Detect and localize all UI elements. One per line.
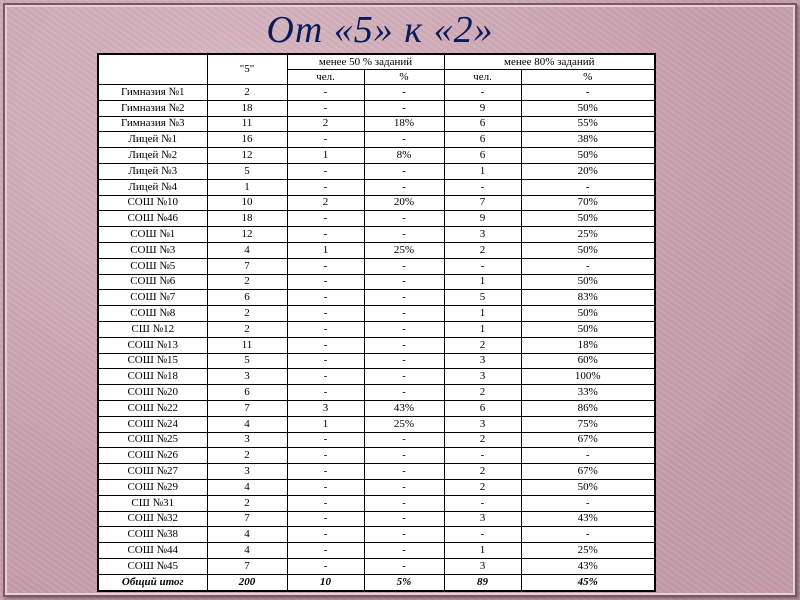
five-count-cell: 6 <box>207 385 287 401</box>
under80-people-cell: 1 <box>444 543 521 559</box>
five-count-cell: 12 <box>207 227 287 243</box>
total-row <box>98 574 655 590</box>
under50-people-cell: - <box>287 306 364 322</box>
under80-people-cell: - <box>444 527 521 543</box>
under80-percent-cell: 100% <box>521 369 655 385</box>
header-group-50: менее 50 % заданий <box>287 54 444 70</box>
table-row <box>98 400 655 416</box>
header-pct-50: % <box>364 70 444 85</box>
under80-percent-cell: 67% <box>521 432 655 448</box>
school-name-cell: СОШ №10 <box>98 195 207 211</box>
table-row <box>98 321 655 337</box>
five-count-cell: 4 <box>207 416 287 432</box>
table-row <box>98 274 655 290</box>
school-name-cell: СОШ №27 <box>98 464 207 480</box>
five-count-cell: 11 <box>207 116 287 132</box>
under80-people-cell: 9 <box>444 100 521 116</box>
under80-percent-cell: - <box>521 527 655 543</box>
under80-percent-cell: 50% <box>521 242 655 258</box>
under50-percent-cell: - <box>364 369 444 385</box>
school-name-cell: Гимназия №3 <box>98 116 207 132</box>
five-count-cell: 12 <box>207 148 287 164</box>
under50-percent-cell: - <box>364 495 444 511</box>
five-count-cell: 2 <box>207 274 287 290</box>
under80-percent-cell: - <box>521 85 655 101</box>
table-row <box>98 416 655 432</box>
five-count-cell: 3 <box>207 464 287 480</box>
under50-people-cell: 1 <box>287 148 364 164</box>
five-count-cell: 7 <box>207 400 287 416</box>
under50-people-cell: - <box>287 274 364 290</box>
table-row <box>98 227 655 243</box>
table-row <box>98 479 655 495</box>
under50-people-cell: - <box>287 211 364 227</box>
table-row <box>98 527 655 543</box>
total-under80-percent-cell: 45% <box>521 574 655 590</box>
under80-percent-cell: 83% <box>521 290 655 306</box>
under50-percent-cell: - <box>364 558 444 574</box>
under80-percent-cell: - <box>521 495 655 511</box>
school-name-cell: СОШ №1 <box>98 227 207 243</box>
under50-percent-cell: - <box>364 100 444 116</box>
under50-percent-cell: - <box>364 321 444 337</box>
total-under50-percent-cell: 5% <box>364 574 444 590</box>
under80-percent-cell: 33% <box>521 385 655 401</box>
under80-people-cell: 2 <box>444 464 521 480</box>
total-school-name-cell: Общий итог <box>98 574 207 590</box>
five-count-cell: 1 <box>207 179 287 195</box>
under80-percent-cell: 50% <box>521 100 655 116</box>
five-count-cell: 2 <box>207 495 287 511</box>
under80-people-cell: 2 <box>444 385 521 401</box>
school-name-cell: СОШ №8 <box>98 306 207 322</box>
under80-percent-cell: 20% <box>521 163 655 179</box>
under80-percent-cell: 86% <box>521 400 655 416</box>
five-count-cell: 7 <box>207 511 287 527</box>
under50-percent-cell: 25% <box>364 242 444 258</box>
five-count-cell: 3 <box>207 432 287 448</box>
table-row <box>98 385 655 401</box>
under80-people-cell: 6 <box>444 400 521 416</box>
under50-people-cell: - <box>287 227 364 243</box>
under80-people-cell: 3 <box>444 227 521 243</box>
results-table <box>97 53 656 592</box>
school-name-cell: СОШ №22 <box>98 400 207 416</box>
school-name-cell: СОШ №45 <box>98 558 207 574</box>
table-row <box>98 290 655 306</box>
header-empty-cell <box>98 54 207 85</box>
under50-people-cell: 1 <box>287 416 364 432</box>
table-row <box>98 211 655 227</box>
under50-people-cell: - <box>287 369 364 385</box>
five-count-cell: 4 <box>207 527 287 543</box>
header-pct-80: % <box>521 70 655 85</box>
under80-people-cell: 1 <box>444 306 521 322</box>
under50-people-cell: - <box>287 385 364 401</box>
under50-percent-cell: - <box>364 179 444 195</box>
under50-percent-cell: - <box>364 163 444 179</box>
five-count-cell: 16 <box>207 132 287 148</box>
under80-people-cell: 9 <box>444 211 521 227</box>
school-name-cell: Лицей №3 <box>98 163 207 179</box>
under50-people-cell: - <box>287 479 364 495</box>
table-row <box>98 337 655 353</box>
under80-people-cell: 3 <box>444 511 521 527</box>
five-count-cell: 5 <box>207 163 287 179</box>
under50-percent-cell: 18% <box>364 116 444 132</box>
school-name-cell: СОШ №38 <box>98 527 207 543</box>
under50-people-cell: - <box>287 353 364 369</box>
under80-percent-cell: 60% <box>521 353 655 369</box>
school-name-cell: Гимназия №1 <box>98 85 207 101</box>
under80-people-cell: - <box>444 448 521 464</box>
under80-people-cell: 2 <box>444 432 521 448</box>
under80-people-cell: 3 <box>444 353 521 369</box>
under50-percent-cell: - <box>364 337 444 353</box>
under50-people-cell: - <box>287 100 364 116</box>
table-row <box>98 558 655 574</box>
school-name-cell: Лицей №2 <box>98 148 207 164</box>
under80-people-cell: 7 <box>444 195 521 211</box>
under80-people-cell: - <box>444 258 521 274</box>
five-count-cell: 11 <box>207 337 287 353</box>
under80-people-cell: 1 <box>444 163 521 179</box>
table-row <box>98 242 655 258</box>
under50-people-cell: - <box>287 179 364 195</box>
five-count-cell: 5 <box>207 353 287 369</box>
table-row <box>98 543 655 559</box>
school-name-cell: СОШ №3 <box>98 242 207 258</box>
table-row <box>98 179 655 195</box>
under50-percent-cell: 20% <box>364 195 444 211</box>
school-name-cell: СОШ №20 <box>98 385 207 401</box>
under80-people-cell: 2 <box>444 337 521 353</box>
table-row <box>98 85 655 101</box>
table-row <box>98 148 655 164</box>
table-row <box>98 195 655 211</box>
under80-percent-cell: - <box>521 258 655 274</box>
slide-title: От «5» к «2» <box>266 9 494 51</box>
under80-percent-cell: 67% <box>521 464 655 480</box>
five-count-cell: 3 <box>207 369 287 385</box>
under50-people-cell: - <box>287 337 364 353</box>
under80-percent-cell: 50% <box>521 306 655 322</box>
under80-people-cell: 2 <box>444 242 521 258</box>
under50-people-cell: - <box>287 432 364 448</box>
under80-percent-cell: 18% <box>521 337 655 353</box>
table-row <box>98 163 655 179</box>
under50-people-cell: - <box>287 527 364 543</box>
under80-people-cell: 3 <box>444 369 521 385</box>
under80-percent-cell: 55% <box>521 116 655 132</box>
five-count-cell: 2 <box>207 321 287 337</box>
five-count-cell: 6 <box>207 290 287 306</box>
under80-percent-cell: 50% <box>521 321 655 337</box>
school-name-cell: СОШ №13 <box>98 337 207 353</box>
under50-percent-cell: - <box>364 432 444 448</box>
under50-people-cell: - <box>287 85 364 101</box>
table-row <box>98 464 655 480</box>
school-name-cell: СОШ №24 <box>98 416 207 432</box>
under80-percent-cell: 43% <box>521 558 655 574</box>
under50-people-cell: - <box>287 558 364 574</box>
under50-people-cell: - <box>287 464 364 480</box>
under80-people-cell: 6 <box>444 132 521 148</box>
under50-people-cell: - <box>287 495 364 511</box>
table-row <box>98 100 655 116</box>
under80-percent-cell: 25% <box>521 543 655 559</box>
under50-percent-cell: - <box>364 227 444 243</box>
under80-percent-cell: - <box>521 448 655 464</box>
under50-people-cell: - <box>287 448 364 464</box>
under80-people-cell: 5 <box>444 290 521 306</box>
under80-percent-cell: 50% <box>521 211 655 227</box>
under50-percent-cell: - <box>364 132 444 148</box>
table-row <box>98 432 655 448</box>
school-name-cell: Гимназия №2 <box>98 100 207 116</box>
five-count-cell: 7 <box>207 258 287 274</box>
under50-percent-cell: - <box>364 274 444 290</box>
five-count-cell: 4 <box>207 543 287 559</box>
school-name-cell: СОШ №46 <box>98 211 207 227</box>
under80-percent-cell: 50% <box>521 479 655 495</box>
header-group-80: менее 80% заданий <box>444 54 655 70</box>
five-count-cell: 2 <box>207 306 287 322</box>
under50-people-cell: 3 <box>287 400 364 416</box>
five-count-cell: 10 <box>207 195 287 211</box>
school-name-cell: СОШ №32 <box>98 511 207 527</box>
school-name-cell: СШ №31 <box>98 495 207 511</box>
under80-percent-cell: 38% <box>521 132 655 148</box>
school-name-cell: СОШ №7 <box>98 290 207 306</box>
table-row <box>98 132 655 148</box>
school-name-cell: Лицей №1 <box>98 132 207 148</box>
under50-percent-cell: - <box>364 353 444 369</box>
under50-percent-cell: - <box>364 511 444 527</box>
under80-people-cell: - <box>444 495 521 511</box>
table-row <box>98 258 655 274</box>
five-count-cell: 2 <box>207 85 287 101</box>
under50-people-cell: - <box>287 258 364 274</box>
header-row-1 <box>98 54 655 70</box>
school-name-cell: СШ №12 <box>98 321 207 337</box>
under80-people-cell: 3 <box>444 558 521 574</box>
under50-percent-cell: - <box>364 211 444 227</box>
table-row <box>98 495 655 511</box>
under80-people-cell: - <box>444 85 521 101</box>
under50-percent-cell: - <box>364 464 444 480</box>
table-row <box>98 353 655 369</box>
under80-people-cell: 2 <box>444 479 521 495</box>
school-name-cell: СОШ №44 <box>98 543 207 559</box>
under80-people-cell: 6 <box>444 148 521 164</box>
total-under50-people-cell: 10 <box>287 574 364 590</box>
school-name-cell: СОШ №15 <box>98 353 207 369</box>
under50-percent-cell: - <box>364 479 444 495</box>
under80-percent-cell: 70% <box>521 195 655 211</box>
under50-percent-cell: 8% <box>364 148 444 164</box>
school-name-cell: СОШ №26 <box>98 448 207 464</box>
under80-people-cell: 3 <box>444 416 521 432</box>
under80-percent-cell: 75% <box>521 416 655 432</box>
five-count-cell: 7 <box>207 558 287 574</box>
total-five-count-cell: 200 <box>207 574 287 590</box>
under50-people-cell: 2 <box>287 116 364 132</box>
under50-percent-cell: - <box>364 385 444 401</box>
under50-percent-cell: - <box>364 543 444 559</box>
table-row <box>98 511 655 527</box>
under50-percent-cell: - <box>364 448 444 464</box>
under80-percent-cell: 25% <box>521 227 655 243</box>
under50-people-cell: - <box>287 163 364 179</box>
table-row <box>98 306 655 322</box>
total-under80-people-cell: 89 <box>444 574 521 590</box>
under50-percent-cell: 43% <box>364 400 444 416</box>
school-name-cell: СОШ №5 <box>98 258 207 274</box>
school-name-cell: Лицей №4 <box>98 179 207 195</box>
school-name-cell: СОШ №18 <box>98 369 207 385</box>
under50-percent-cell: - <box>364 290 444 306</box>
five-count-cell: 18 <box>207 100 287 116</box>
under50-percent-cell: - <box>364 306 444 322</box>
header-five: "5" <box>207 54 287 85</box>
under50-people-cell: - <box>287 290 364 306</box>
under80-percent-cell: 50% <box>521 148 655 164</box>
under80-people-cell: 1 <box>444 274 521 290</box>
under80-percent-cell: 50% <box>521 274 655 290</box>
under50-percent-cell: - <box>364 527 444 543</box>
table-row <box>98 448 655 464</box>
under50-people-cell: - <box>287 321 364 337</box>
under50-people-cell: 1 <box>287 242 364 258</box>
under80-people-cell: 1 <box>444 321 521 337</box>
school-name-cell: СОШ №29 <box>98 479 207 495</box>
under50-people-cell: 2 <box>287 195 364 211</box>
under50-people-cell: - <box>287 511 364 527</box>
five-count-cell: 4 <box>207 479 287 495</box>
school-name-cell: СОШ №25 <box>98 432 207 448</box>
table-row <box>98 116 655 132</box>
under50-people-cell: - <box>287 132 364 148</box>
header-people-80: чел. <box>444 70 521 85</box>
under50-people-cell: - <box>287 543 364 559</box>
five-count-cell: 4 <box>207 242 287 258</box>
under80-percent-cell: 43% <box>521 511 655 527</box>
under50-percent-cell: - <box>364 258 444 274</box>
under50-percent-cell: - <box>364 85 444 101</box>
school-name-cell: СОШ №6 <box>98 274 207 290</box>
under80-people-cell: - <box>444 179 521 195</box>
header-people-50: чел. <box>287 70 364 85</box>
five-count-cell: 18 <box>207 211 287 227</box>
under80-people-cell: 6 <box>444 116 521 132</box>
table-row <box>98 369 655 385</box>
under80-percent-cell: - <box>521 179 655 195</box>
five-count-cell: 2 <box>207 448 287 464</box>
under50-percent-cell: 25% <box>364 416 444 432</box>
